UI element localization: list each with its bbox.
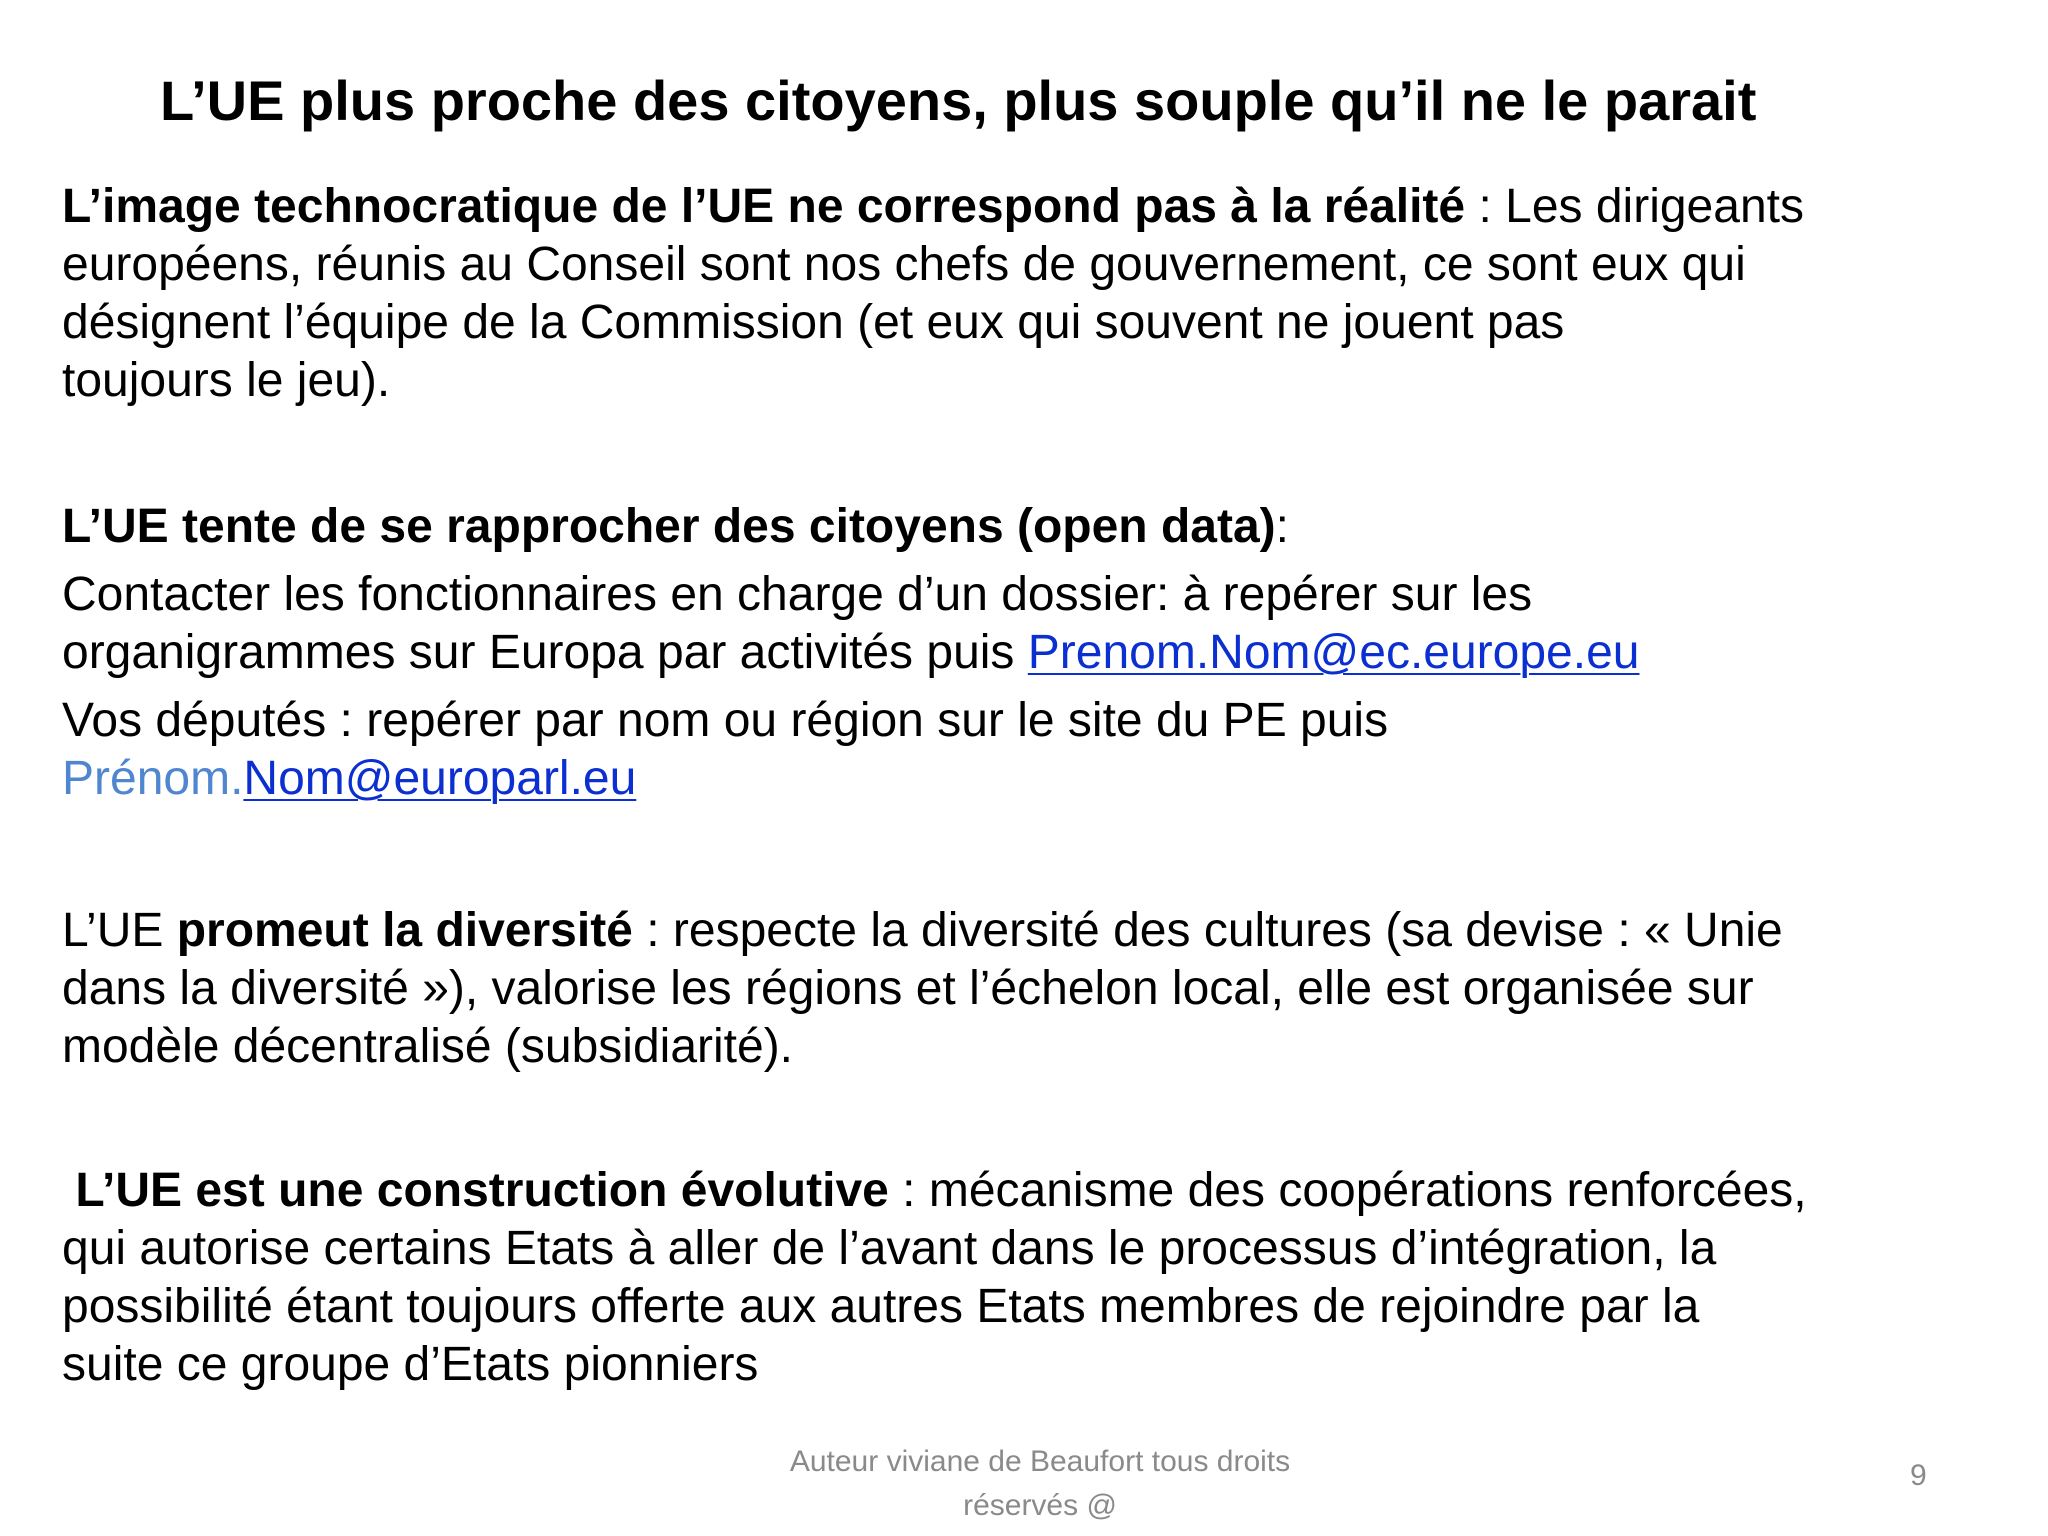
p4-line-4: suite ce groupe d’Etats pionniers (62, 1338, 759, 1391)
footer-copyright (700, 1440, 1380, 1528)
p2-line-4: Vos députés : repérer par nom ou région sur le site du PE puis (62, 694, 1389, 747)
p2-line-3-text: organigrammes sur Europa par activités puis (62, 626, 1028, 679)
p2-bold-heading: L’UE tente de se rapprocher des citoyens (open data) (62, 500, 1276, 553)
p4-line-3: possibilité étant toujours offerte aux autres Etats membres de rejoindre par la (62, 1280, 1700, 1333)
footer-line-2: réservés @ (963, 1489, 1117, 1522)
p4-line-2: qui autorise certains Etats à aller de l’avant dans le processus d’intégration, la (62, 1222, 1717, 1275)
p1-bold-heading: L’image technocratique de l’UE ne correspond pas à la réalité (62, 180, 1466, 233)
paragraph-diversity (62, 902, 2012, 1076)
p2-line-3 (62, 624, 2012, 682)
p4-bold-heading: L’UE est une construction évolutive (62, 1164, 889, 1217)
p1-line-1-rest: : Les dirigeants (1465, 180, 1804, 233)
p3-line-2: dans la diversité »), valorise les régions et l’échelon local, elle est organisée sur (62, 962, 1754, 1015)
p3-line-1-rest: : respecte la diversité des cultures (sa devise : « Unie (632, 904, 1783, 957)
p2-line-5 (62, 750, 2012, 808)
paragraph-technocratic-image (62, 178, 2012, 410)
footer-line-1: Auteur viviane de Beaufort tous droits (789, 1445, 1291, 1478)
p1-line-2: européens, réunis au Conseil sont nos chefs de gouvernement, ce sont eux qui (62, 238, 1746, 291)
p3-line-1 (62, 902, 2012, 960)
p2-line-2: Contacter les fonctionnaires en charge d’un dossier: à repérer sur les (62, 568, 1533, 621)
p3-line-3: modèle décentralisé (subsidiarité). (62, 1020, 794, 1073)
p3-bold-heading: promeut la diversité (176, 904, 633, 957)
paragraph-open-data (62, 498, 2012, 808)
p4-line-1 (62, 1162, 2012, 1220)
p2-colon: : (1275, 500, 1289, 553)
p1-line-1 (62, 178, 2012, 236)
p3-prefix: L’UE (62, 904, 177, 957)
p2-firstname-text: Prénom. (62, 752, 244, 805)
commission-email-link[interactable]: Prenom.Nom@ec.europe.eu (1027, 626, 1640, 679)
slide-title: L’UE plus proche des citoyens, plus souple qu’il ne le parait (160, 69, 1757, 132)
page-number: 9 (1910, 1459, 1927, 1492)
p2-line-1 (62, 498, 2012, 556)
p4-line-1-rest: : mécanisme des coopérations renforcées, (888, 1164, 1807, 1217)
p1-line-4: toujours le jeu). (62, 354, 391, 407)
p1-line-3: désignent l’équipe de la Commission (et eux qui souvent ne jouent pas (62, 296, 1565, 349)
europarl-email-link[interactable]: Nom@europarl.eu (243, 752, 637, 805)
paragraph-evolutive-construction (62, 1162, 2012, 1394)
